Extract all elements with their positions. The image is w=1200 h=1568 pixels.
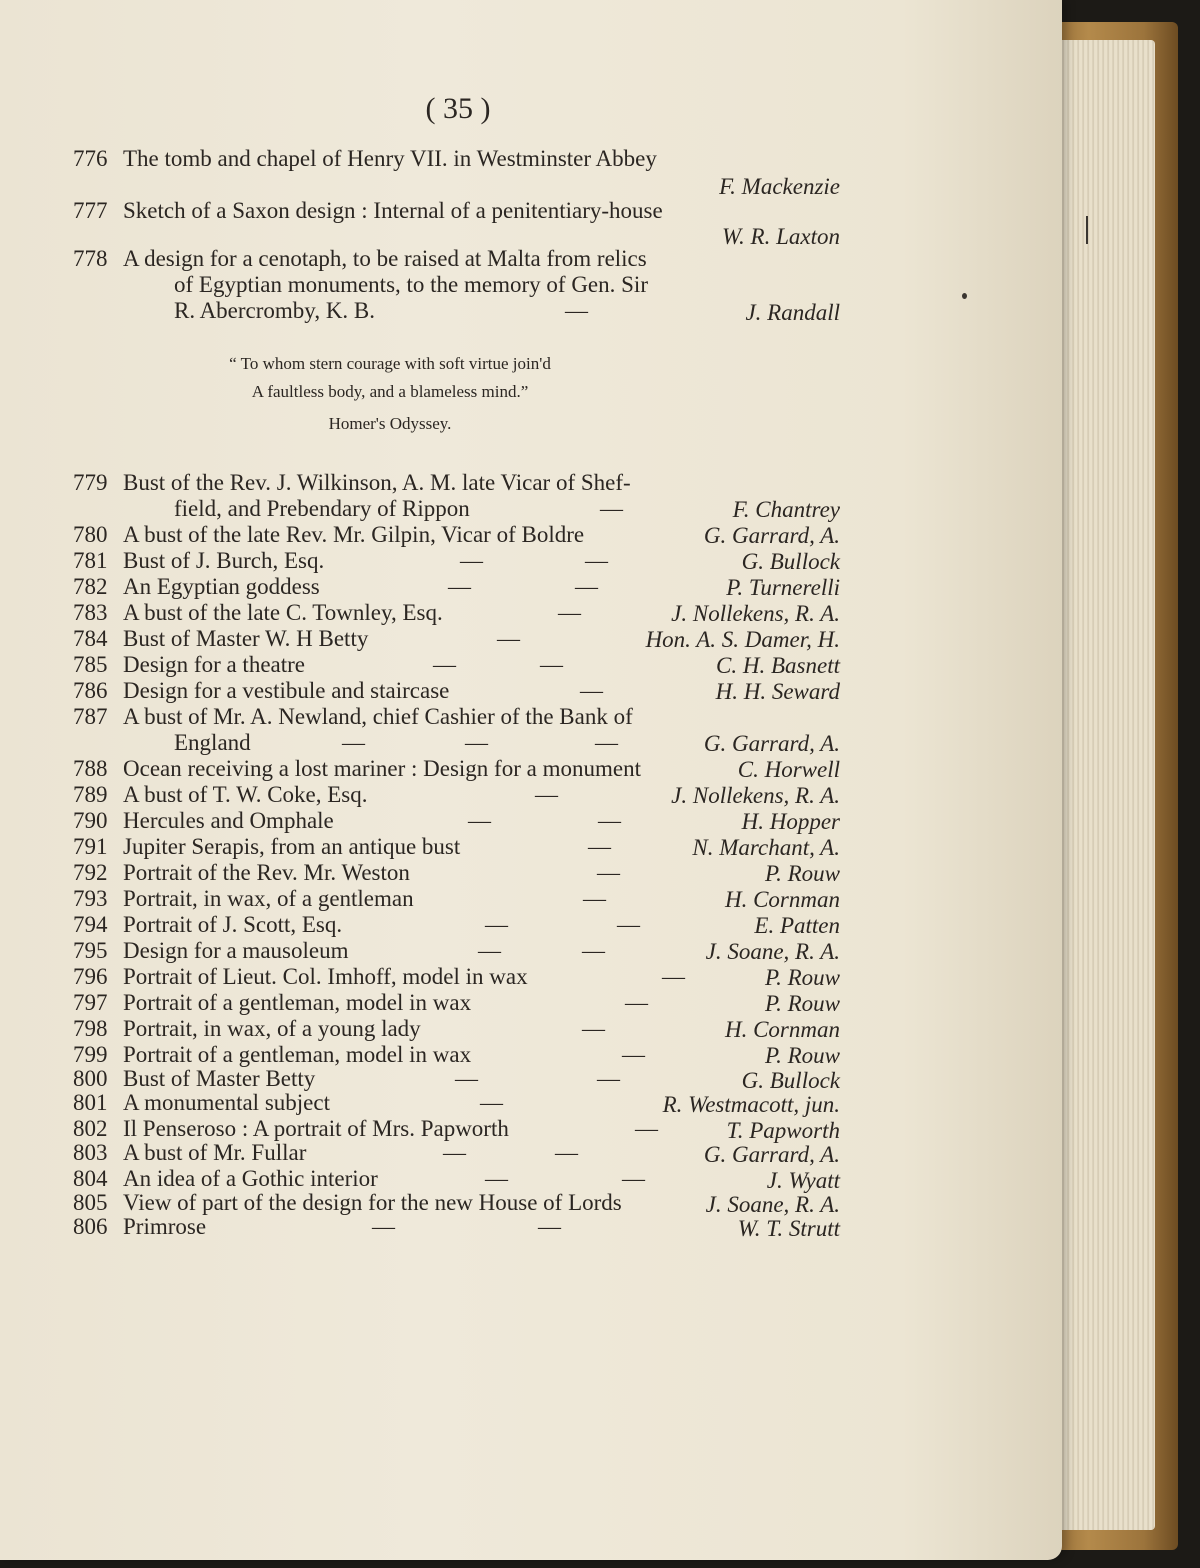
entry-artist: J. Nollekens, R. A. (671, 783, 840, 808)
leader-dash: — (497, 626, 520, 651)
entry-number: 806 (73, 1214, 108, 1239)
leader-dash: — (598, 808, 621, 833)
entry-title: Bust of J. Burch, Esq. (123, 548, 325, 573)
leader-dash: — (583, 886, 606, 911)
entry-artist: W. T. Strutt (737, 1216, 840, 1241)
entry-artist: G. Garrard, A. (703, 731, 840, 756)
entry-artist: R. Westmacott, jun. (662, 1092, 840, 1117)
entry-artist: J. Soane, R. A. (705, 1192, 840, 1217)
entry-title: Sketch of a Saxon design : Internal of a penitentiary-house (123, 198, 663, 223)
entry-number: 784 (73, 626, 108, 651)
entry-artist: C. Horwell (737, 757, 840, 782)
entry-number: 793 (73, 886, 108, 911)
leader-dash: — (433, 652, 456, 677)
entry-number: 805 (73, 1190, 108, 1215)
entry-title: Ocean receiving a lost mariner : Design for a monument (123, 756, 641, 781)
entry-title: Portrait of a gentleman, model in wax (123, 1042, 472, 1067)
entry-number: 798 (73, 1016, 108, 1041)
entry-artist: P. Turnerelli (726, 575, 840, 600)
entry-artist: H. H. Seward (715, 679, 840, 704)
entry-artist: G. Garrard, A. (703, 1142, 840, 1167)
entry-number: 789 (73, 782, 108, 807)
entry-number: 790 (73, 808, 108, 833)
entry-artist: P. Rouw (765, 861, 840, 886)
leader-dash: — (480, 1090, 503, 1115)
entry-title: Design for a theatre (123, 652, 306, 677)
entry-title-continued: of Egyptian monuments, to the memory of Gen. Sir (174, 272, 648, 297)
entry-title-continued: England (174, 730, 251, 755)
entry-title: View of part of the design for the new House of Lords (123, 1190, 622, 1215)
entry-title: Hercules and Omphale (123, 808, 334, 833)
entry-number: 802 (73, 1116, 108, 1141)
leader-dash: — (443, 1140, 466, 1165)
entry-artist: F. Chantrey (732, 497, 840, 522)
epigraph-source: Homer's Odyssey. (328, 414, 452, 433)
entry-title: A bust of the late C. Townley, Esq. (123, 600, 443, 625)
leader-dash: — (588, 834, 611, 859)
entry-number: 800 (73, 1066, 108, 1091)
entry-artist: P. Rouw (765, 965, 840, 990)
leader-dash: — (448, 574, 471, 599)
entry-number: 778 (73, 246, 108, 271)
leader-dash: — (465, 730, 488, 755)
entry-artist: G. Garrard, A. (703, 523, 840, 548)
entry-artist: W. R. Laxton (722, 224, 840, 249)
entry-title: The tomb and chapel of Henry VII. in Westminster Abbey (123, 146, 657, 171)
entry-title: Portrait of the Rev. Mr. Weston (123, 860, 410, 885)
entry-number: 776 (73, 146, 108, 171)
entry-title: Il Penseroso : A portrait of Mrs. Papworth (123, 1116, 509, 1141)
entry-artist: T. Papworth (726, 1118, 840, 1143)
entry-artist: E. Patten (754, 913, 840, 938)
leader-dash: — (485, 912, 508, 937)
leader-dash: — (342, 730, 365, 755)
entry-number: 780 (73, 522, 108, 547)
entry-title: An idea of a Gothic interior (123, 1166, 378, 1191)
leader-dash: — (540, 652, 563, 677)
entry-artist: P. Rouw (765, 991, 840, 1016)
entry-title: Portrait of Lieut. Col. Imhoff, model in wax (123, 964, 528, 989)
leader-dash: — (622, 1166, 645, 1191)
leader-dash: — (580, 678, 603, 703)
entry-number: 795 (73, 938, 108, 963)
entry-artist: H. Hopper (741, 809, 840, 834)
entry-title: Design for a mausoleum (123, 938, 349, 963)
entry-number: 791 (73, 834, 108, 859)
entry-number: 787 (73, 704, 108, 729)
entry-artist: H. Cornman (724, 1017, 840, 1042)
ink-speck (962, 293, 967, 299)
entry-artist: H. Cornman (724, 887, 840, 912)
leader-dash: — (625, 990, 648, 1015)
entry-number: 797 (73, 990, 108, 1015)
entry-title: Primrose (123, 1214, 207, 1239)
entry-number: 783 (73, 600, 108, 625)
entry-title-continued: field, and Prebendary of Rippon (174, 496, 470, 521)
ink-stroke (1086, 216, 1088, 244)
entry-number: 803 (73, 1140, 108, 1165)
leader-dash: — (582, 1016, 605, 1041)
entry-number: 786 (73, 678, 108, 703)
entry-title: Portrait of a gentleman, model in wax (123, 990, 472, 1015)
entry-number: 799 (73, 1042, 108, 1067)
entry-artist: J. Soane, R. A. (705, 939, 840, 964)
entry-title: A design for a cenotaph, to be raised at Malta from relics (123, 246, 647, 271)
leader-dash: — (468, 808, 491, 833)
entry-number: 781 (73, 548, 108, 573)
entry-artist: J. Randall (745, 300, 840, 325)
leader-dash: — (478, 938, 501, 963)
leader-dash: — (595, 730, 618, 755)
entry-title: A monumental subject (123, 1090, 330, 1115)
leader-dash: — (575, 574, 598, 599)
epigraph-line: “ To whom stern courage with soft virtue join'd (229, 354, 551, 373)
entry-artist: J. Nollekens, R. A. (671, 601, 840, 626)
entry-title: Design for a vestibule and staircase (123, 678, 450, 703)
page-header: ( 35 ) (425, 92, 491, 125)
entry-number: 801 (73, 1090, 108, 1115)
entry-title: A bust of T. W. Coke, Esq. (123, 782, 368, 807)
entry-number: 779 (73, 470, 108, 495)
leader-dash: — (662, 964, 685, 989)
entry-title: A bust of Mr. A. Newland, chief Cashier of the Bank of (123, 704, 633, 729)
leader-dash: — (565, 298, 588, 323)
entry-title: An Egyptian goddess (123, 574, 320, 599)
entry-title-continued: R. Abercromby, K. B. (174, 298, 376, 323)
leader-dash: — (485, 1166, 508, 1191)
leader-dash: — (455, 1066, 478, 1091)
leader-dash: — (617, 912, 640, 937)
leader-dash: — (600, 496, 623, 521)
leader-dash: — (582, 938, 605, 963)
entry-artist: P. Rouw (765, 1043, 840, 1068)
entry-number: 804 (73, 1166, 108, 1191)
entry-title: Portrait, in wax, of a gentleman (123, 886, 414, 911)
entry-artist: C. H. Basnett (716, 653, 840, 678)
entry-title: Bust of Master W. H Betty (123, 626, 369, 651)
entry-number: 782 (73, 574, 108, 599)
entry-artist: F. Mackenzie (719, 174, 840, 199)
entry-artist: G. Bullock (741, 549, 840, 574)
entry-number: 785 (73, 652, 108, 677)
entry-title: Bust of Master Betty (123, 1066, 316, 1091)
leader-dash: — (535, 782, 558, 807)
leader-dash: — (635, 1116, 658, 1141)
entry-number: 777 (73, 198, 108, 223)
epigraph-line: A faultless body, and a blameless mind.” (251, 382, 529, 401)
entry-title: A bust of Mr. Fullar (123, 1140, 307, 1165)
entry-title: Jupiter Serapis, from an antique bust (123, 834, 461, 859)
entry-artist: Hon. A. S. Damer, H. (645, 627, 840, 652)
leader-dash: — (372, 1214, 395, 1239)
leader-dash: — (538, 1214, 561, 1239)
leader-dash: — (555, 1140, 578, 1165)
entry-artist: N. Marchant, A. (692, 835, 840, 860)
entry-artist: G. Bullock (741, 1068, 840, 1093)
entry-title: A bust of the late Rev. Mr. Gilpin, Vicar of Boldre (123, 522, 585, 547)
entry-number: 796 (73, 964, 108, 989)
entry-title: Bust of the Rev. J. Wilkinson, A. M. late Vicar of Shef- (123, 470, 631, 495)
leader-dash: — (558, 600, 581, 625)
entry-number: 794 (73, 912, 108, 937)
leader-dash: — (460, 548, 483, 573)
entry-number: 792 (73, 860, 108, 885)
entry-artist: J. Wyatt (766, 1168, 840, 1193)
entry-title: Portrait of J. Scott, Esq. (123, 912, 343, 937)
entry-title: Portrait, in wax, of a young lady (123, 1016, 421, 1041)
entry-number: 788 (73, 756, 108, 781)
leader-dash: — (597, 860, 620, 885)
leader-dash: — (585, 548, 608, 573)
leader-dash: — (622, 1042, 645, 1067)
leader-dash: — (597, 1066, 620, 1091)
